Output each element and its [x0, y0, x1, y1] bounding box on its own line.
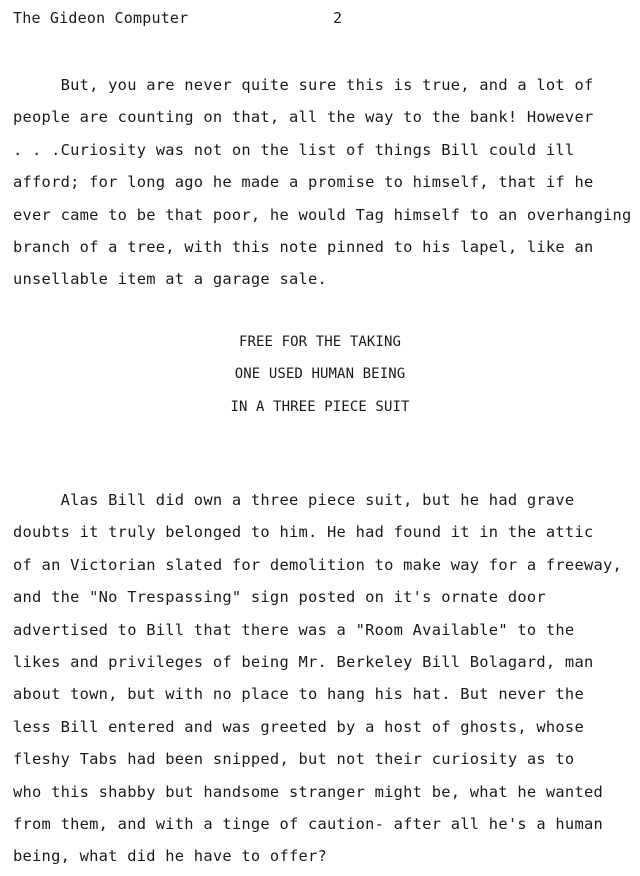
note-line: FREE FOR THE TAKING [238, 334, 402, 350]
note-line: ONE USED HUMAN BEING [234, 366, 406, 383]
text-line: likes and privileges of being Mr. Berkeley Bill Bolagard, man [13, 652, 594, 671]
text-line: doubts it truly belonged to him. He had found it in the attic [13, 523, 594, 542]
text-line: advertised to Bill that there was a "Room Available" to the [13, 620, 575, 639]
text-line: fleshy Tabs had been snipped, but not their curiosity as to [13, 750, 575, 769]
text-line: branch of a tree, with this note pinned to his lapel, like an [13, 237, 594, 256]
text-line: ever came to be that poor, he would Tag himself to an overhanging [13, 205, 632, 224]
text-line: afford; for long ago he made a promise to himself, that if he [13, 173, 594, 192]
text-line: . . .Curiosity was not on the list of things Bill could ill [13, 140, 575, 159]
text-line: less Bill entered and was greeted by a host of ghosts, whose [13, 717, 584, 736]
centered-note [0, 326, 640, 423]
text-line: from them, and with a tinge of caution- after all he's a human [13, 814, 603, 833]
page-number: 2 [333, 9, 343, 27]
text-line: and the "No Trespassing" sign posted on it's ornate door [13, 588, 546, 607]
paragraph-2 [13, 484, 640, 873]
text-line: But, you are never quite sure this is true, and a lot of [13, 76, 594, 94]
note-line: IN A THREE PIECE SUIT [230, 398, 410, 415]
text-line: Alas Bill did own a three piece suit, but he had grave [13, 491, 575, 509]
text-line: being, what did he have to offer? [13, 847, 328, 866]
text-line: unsellable item at a garage sale. [13, 270, 328, 289]
text-line: about town, but with no place to hang his hat. But never the [13, 685, 584, 704]
text-line: who this shabby but handsome stranger might be, what he wanted [13, 782, 603, 801]
text-line: people are counting on that, all the way to the bank! However [13, 108, 594, 127]
paragraph-1 [13, 69, 640, 296]
running-header-title: The Gideon Computer [13, 9, 189, 27]
text-line: of an Victorian slated for demolition to make way for a freeway, [13, 555, 623, 574]
